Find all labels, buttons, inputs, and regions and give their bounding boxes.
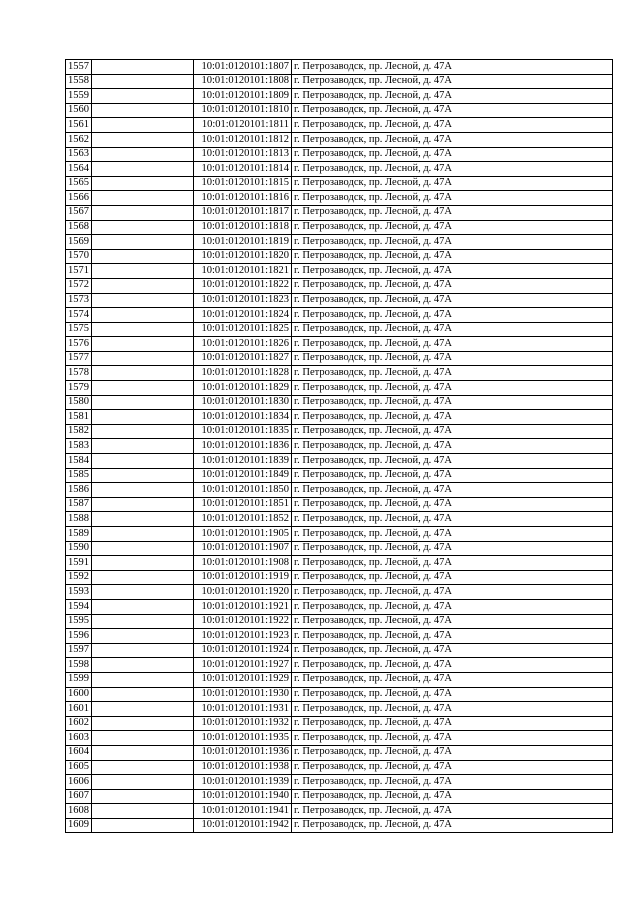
cadastral-number-cell: 10:01:0120101:1821 xyxy=(194,264,292,279)
table-row xyxy=(66,264,613,279)
address-cell: г. Петрозаводск, пр. Лесной, д. 47А xyxy=(292,556,613,571)
address-cell: г. Петрозаводск, пр. Лесной, д. 47А xyxy=(292,424,613,439)
cadastral-number-cell: 10:01:0120101:1836 xyxy=(194,439,292,454)
cadastral-number-cell: 10:01:0120101:1936 xyxy=(194,745,292,760)
table-row xyxy=(66,629,613,644)
cadastral-number-cell: 10:01:0120101:1819 xyxy=(194,235,292,250)
empty-cell xyxy=(92,789,194,804)
table-row xyxy=(66,132,613,147)
row-number-cell: 1580 xyxy=(66,395,92,410)
row-number-cell: 1590 xyxy=(66,541,92,556)
empty-cell xyxy=(92,731,194,746)
table-row xyxy=(66,818,613,833)
row-number-cell: 1564 xyxy=(66,162,92,177)
empty-cell xyxy=(92,191,194,206)
table-row xyxy=(66,527,613,542)
row-number-cell: 1589 xyxy=(66,527,92,542)
cadastral-number-cell: 10:01:0120101:1907 xyxy=(194,541,292,556)
table-row xyxy=(66,760,613,775)
property-registry-table xyxy=(65,59,613,833)
table-row xyxy=(66,322,613,337)
cadastral-number-cell: 10:01:0120101:1930 xyxy=(194,687,292,702)
empty-cell xyxy=(92,74,194,89)
row-number-cell: 1562 xyxy=(66,132,92,147)
table-row xyxy=(66,454,613,469)
table-row xyxy=(66,804,613,819)
address-cell: г. Петрозаводск, пр. Лесной, д. 47А xyxy=(292,614,613,629)
address-cell: г. Петрозаводск, пр. Лесной, д. 47А xyxy=(292,483,613,498)
table-row xyxy=(66,512,613,527)
cadastral-number-cell: 10:01:0120101:1816 xyxy=(194,191,292,206)
table-row xyxy=(66,395,613,410)
cadastral-number-cell: 10:01:0120101:1814 xyxy=(194,162,292,177)
empty-cell xyxy=(92,745,194,760)
address-cell: г. Петрозаводск, пр. Лесной, д. 47А xyxy=(292,789,613,804)
address-cell: г. Петрозаводск, пр. Лесной, д. 47А xyxy=(292,118,613,133)
empty-cell xyxy=(92,103,194,118)
address-cell: г. Петрозаводск, пр. Лесной, д. 47А xyxy=(292,220,613,235)
empty-cell xyxy=(92,351,194,366)
row-number-cell: 1597 xyxy=(66,643,92,658)
address-cell: г. Петрозаводск, пр. Лесной, д. 47А xyxy=(292,702,613,717)
cadastral-number-cell: 10:01:0120101:1938 xyxy=(194,760,292,775)
empty-cell xyxy=(92,483,194,498)
row-number-cell: 1605 xyxy=(66,760,92,775)
empty-cell xyxy=(92,702,194,717)
table-row xyxy=(66,775,613,790)
address-cell: г. Петрозаводск, пр. Лесной, д. 47А xyxy=(292,249,613,264)
table-row xyxy=(66,60,613,75)
address-cell: г. Петрозаводск, пр. Лесной, д. 47А xyxy=(292,818,613,833)
empty-cell xyxy=(92,775,194,790)
empty-cell xyxy=(92,118,194,133)
address-cell: г. Петрозаводск, пр. Лесной, д. 47А xyxy=(292,103,613,118)
row-number-cell: 1596 xyxy=(66,629,92,644)
address-cell: г. Петрозаводск, пр. Лесной, д. 47А xyxy=(292,643,613,658)
cadastral-number-cell: 10:01:0120101:1919 xyxy=(194,570,292,585)
cadastral-number-cell: 10:01:0120101:1927 xyxy=(194,658,292,673)
empty-cell xyxy=(92,322,194,337)
address-cell: г. Петрозаводск, пр. Лесной, д. 47А xyxy=(292,410,613,425)
empty-cell xyxy=(92,278,194,293)
cadastral-number-cell: 10:01:0120101:1908 xyxy=(194,556,292,571)
empty-cell xyxy=(92,454,194,469)
table-row xyxy=(66,191,613,206)
row-number-cell: 1579 xyxy=(66,381,92,396)
cadastral-number-cell: 10:01:0120101:1810 xyxy=(194,103,292,118)
cadastral-number-cell: 10:01:0120101:1822 xyxy=(194,278,292,293)
table-row xyxy=(66,599,613,614)
empty-cell xyxy=(92,205,194,220)
row-number-cell: 1571 xyxy=(66,264,92,279)
cadastral-number-cell: 10:01:0120101:1839 xyxy=(194,454,292,469)
table-row xyxy=(66,176,613,191)
empty-cell xyxy=(92,220,194,235)
empty-cell xyxy=(92,337,194,352)
empty-cell xyxy=(92,658,194,673)
cadastral-number-cell: 10:01:0120101:1941 xyxy=(194,804,292,819)
empty-cell xyxy=(92,556,194,571)
address-cell: г. Петрозаводск, пр. Лесной, д. 47А xyxy=(292,132,613,147)
row-number-cell: 1591 xyxy=(66,556,92,571)
table-row xyxy=(66,381,613,396)
cadastral-number-cell: 10:01:0120101:1830 xyxy=(194,395,292,410)
row-number-cell: 1558 xyxy=(66,74,92,89)
table-row xyxy=(66,468,613,483)
address-cell: г. Петрозаводск, пр. Лесной, д. 47А xyxy=(292,731,613,746)
address-cell: г. Петрозаводск, пр. Лесной, д. 47А xyxy=(292,527,613,542)
cadastral-number-cell: 10:01:0120101:1931 xyxy=(194,702,292,717)
row-number-cell: 1572 xyxy=(66,278,92,293)
empty-cell xyxy=(92,804,194,819)
cadastral-number-cell: 10:01:0120101:1823 xyxy=(194,293,292,308)
empty-cell xyxy=(92,672,194,687)
empty-cell xyxy=(92,132,194,147)
cadastral-number-cell: 10:01:0120101:1812 xyxy=(194,132,292,147)
address-cell: г. Петрозаводск, пр. Лесной, д. 47А xyxy=(292,512,613,527)
table-row xyxy=(66,308,613,323)
address-cell: г. Петрозаводск, пр. Лесной, д. 47А xyxy=(292,264,613,279)
table-row xyxy=(66,672,613,687)
table-row xyxy=(66,366,613,381)
row-number-cell: 1565 xyxy=(66,176,92,191)
empty-cell xyxy=(92,818,194,833)
empty-cell xyxy=(92,235,194,250)
cadastral-number-cell: 10:01:0120101:1932 xyxy=(194,716,292,731)
cadastral-number-cell: 10:01:0120101:1825 xyxy=(194,322,292,337)
table-row xyxy=(66,278,613,293)
table-row xyxy=(66,235,613,250)
address-cell: г. Петрозаводск, пр. Лесной, д. 47А xyxy=(292,760,613,775)
row-number-cell: 1602 xyxy=(66,716,92,731)
cadastral-number-cell: 10:01:0120101:1808 xyxy=(194,74,292,89)
table-row xyxy=(66,585,613,600)
cadastral-number-cell: 10:01:0120101:1829 xyxy=(194,381,292,396)
row-number-cell: 1593 xyxy=(66,585,92,600)
row-number-cell: 1575 xyxy=(66,322,92,337)
table-row xyxy=(66,731,613,746)
empty-cell xyxy=(92,527,194,542)
table-row xyxy=(66,745,613,760)
row-number-cell: 1586 xyxy=(66,483,92,498)
table-row xyxy=(66,249,613,264)
address-cell: г. Петрозаводск, пр. Лесной, д. 47А xyxy=(292,191,613,206)
table-row xyxy=(66,351,613,366)
address-cell: г. Петрозаводск, пр. Лесной, д. 47А xyxy=(292,658,613,673)
empty-cell xyxy=(92,293,194,308)
table-row xyxy=(66,205,613,220)
empty-cell xyxy=(92,541,194,556)
empty-cell xyxy=(92,162,194,177)
empty-cell xyxy=(92,424,194,439)
empty-cell xyxy=(92,439,194,454)
cadastral-number-cell: 10:01:0120101:1920 xyxy=(194,585,292,600)
row-number-cell: 1570 xyxy=(66,249,92,264)
table-row xyxy=(66,643,613,658)
row-number-cell: 1559 xyxy=(66,89,92,104)
row-number-cell: 1584 xyxy=(66,454,92,469)
registry-table-body xyxy=(66,60,613,833)
table-row xyxy=(66,410,613,425)
address-cell: г. Петрозаводск, пр. Лесной, д. 47А xyxy=(292,541,613,556)
row-number-cell: 1577 xyxy=(66,351,92,366)
empty-cell xyxy=(92,395,194,410)
table-row xyxy=(66,541,613,556)
empty-cell xyxy=(92,629,194,644)
cadastral-number-cell: 10:01:0120101:1939 xyxy=(194,775,292,790)
empty-cell xyxy=(92,687,194,702)
cadastral-number-cell: 10:01:0120101:1852 xyxy=(194,512,292,527)
cadastral-number-cell: 10:01:0120101:1935 xyxy=(194,731,292,746)
row-number-cell: 1588 xyxy=(66,512,92,527)
cadastral-number-cell: 10:01:0120101:1905 xyxy=(194,527,292,542)
row-number-cell: 1557 xyxy=(66,60,92,75)
row-number-cell: 1568 xyxy=(66,220,92,235)
empty-cell xyxy=(92,381,194,396)
row-number-cell: 1585 xyxy=(66,468,92,483)
cadastral-number-cell: 10:01:0120101:1807 xyxy=(194,60,292,75)
row-number-cell: 1587 xyxy=(66,497,92,512)
cadastral-number-cell: 10:01:0120101:1921 xyxy=(194,599,292,614)
row-number-cell: 1578 xyxy=(66,366,92,381)
empty-cell xyxy=(92,643,194,658)
empty-cell xyxy=(92,570,194,585)
cadastral-number-cell: 10:01:0120101:1826 xyxy=(194,337,292,352)
cadastral-number-cell: 10:01:0120101:1818 xyxy=(194,220,292,235)
empty-cell xyxy=(92,147,194,162)
address-cell: г. Петрозаводск, пр. Лесной, д. 47А xyxy=(292,497,613,512)
row-number-cell: 1599 xyxy=(66,672,92,687)
table-row xyxy=(66,658,613,673)
empty-cell xyxy=(92,264,194,279)
cadastral-number-cell: 10:01:0120101:1922 xyxy=(194,614,292,629)
address-cell: г. Петрозаводск, пр. Лесной, д. 47А xyxy=(292,439,613,454)
address-cell: г. Петрозаводск, пр. Лесной, д. 47А xyxy=(292,337,613,352)
address-cell: г. Петрозаводск, пр. Лесной, д. 47А xyxy=(292,366,613,381)
address-cell: г. Петрозаводск, пр. Лесной, д. 47А xyxy=(292,147,613,162)
row-number-cell: 1582 xyxy=(66,424,92,439)
empty-cell xyxy=(92,89,194,104)
row-number-cell: 1583 xyxy=(66,439,92,454)
cadastral-number-cell: 10:01:0120101:1817 xyxy=(194,205,292,220)
row-number-cell: 1566 xyxy=(66,191,92,206)
table-row xyxy=(66,716,613,731)
empty-cell xyxy=(92,497,194,512)
cadastral-number-cell: 10:01:0120101:1929 xyxy=(194,672,292,687)
address-cell: г. Петрозаводск, пр. Лесной, д. 47А xyxy=(292,74,613,89)
address-cell: г. Петрозаводск, пр. Лесной, д. 47А xyxy=(292,322,613,337)
address-cell: г. Петрозаводск, пр. Лесной, д. 47А xyxy=(292,687,613,702)
row-number-cell: 1581 xyxy=(66,410,92,425)
address-cell: г. Петрозаводск, пр. Лесной, д. 47А xyxy=(292,278,613,293)
table-row xyxy=(66,483,613,498)
table-row xyxy=(66,74,613,89)
cadastral-number-cell: 10:01:0120101:1809 xyxy=(194,89,292,104)
empty-cell xyxy=(92,760,194,775)
row-number-cell: 1606 xyxy=(66,775,92,790)
cadastral-number-cell: 10:01:0120101:1813 xyxy=(194,147,292,162)
cadastral-number-cell: 10:01:0120101:1824 xyxy=(194,308,292,323)
row-number-cell: 1592 xyxy=(66,570,92,585)
address-cell: г. Петрозаводск, пр. Лесной, д. 47А xyxy=(292,672,613,687)
cadastral-number-cell: 10:01:0120101:1942 xyxy=(194,818,292,833)
row-number-cell: 1609 xyxy=(66,818,92,833)
table-row xyxy=(66,556,613,571)
row-number-cell: 1607 xyxy=(66,789,92,804)
row-number-cell: 1573 xyxy=(66,293,92,308)
address-cell: г. Петрозаводск, пр. Лесной, д. 47А xyxy=(292,176,613,191)
row-number-cell: 1561 xyxy=(66,118,92,133)
table-row xyxy=(66,687,613,702)
table-row xyxy=(66,147,613,162)
address-cell: г. Петрозаводск, пр. Лесной, д. 47А xyxy=(292,381,613,396)
row-number-cell: 1576 xyxy=(66,337,92,352)
cadastral-number-cell: 10:01:0120101:1815 xyxy=(194,176,292,191)
empty-cell xyxy=(92,585,194,600)
cadastral-number-cell: 10:01:0120101:1834 xyxy=(194,410,292,425)
empty-cell xyxy=(92,308,194,323)
row-number-cell: 1594 xyxy=(66,599,92,614)
address-cell: г. Петрозаводск, пр. Лесной, д. 47А xyxy=(292,599,613,614)
address-cell: г. Петрозаводск, пр. Лесной, д. 47А xyxy=(292,205,613,220)
cadastral-number-cell: 10:01:0120101:1850 xyxy=(194,483,292,498)
address-cell: г. Петрозаводск, пр. Лесной, д. 47А xyxy=(292,585,613,600)
table-row xyxy=(66,497,613,512)
row-number-cell: 1601 xyxy=(66,702,92,717)
address-cell: г. Петрозаводск, пр. Лесной, д. 47А xyxy=(292,351,613,366)
row-number-cell: 1560 xyxy=(66,103,92,118)
cadastral-number-cell: 10:01:0120101:1827 xyxy=(194,351,292,366)
cadastral-number-cell: 10:01:0120101:1924 xyxy=(194,643,292,658)
empty-cell xyxy=(92,410,194,425)
empty-cell xyxy=(92,60,194,75)
empty-cell xyxy=(92,614,194,629)
address-cell: г. Петрозаводск, пр. Лесной, д. 47А xyxy=(292,235,613,250)
row-number-cell: 1563 xyxy=(66,147,92,162)
cadastral-number-cell: 10:01:0120101:1811 xyxy=(194,118,292,133)
address-cell: г. Петрозаводск, пр. Лесной, д. 47А xyxy=(292,293,613,308)
row-number-cell: 1603 xyxy=(66,731,92,746)
row-number-cell: 1608 xyxy=(66,804,92,819)
address-cell: г. Петрозаводск, пр. Лесной, д. 47А xyxy=(292,570,613,585)
address-cell: г. Петрозаводск, пр. Лесной, д. 47А xyxy=(292,308,613,323)
address-cell: г. Петрозаводск, пр. Лесной, д. 47А xyxy=(292,60,613,75)
empty-cell xyxy=(92,249,194,264)
empty-cell xyxy=(92,716,194,731)
cadastral-number-cell: 10:01:0120101:1820 xyxy=(194,249,292,264)
address-cell: г. Петрозаводск, пр. Лесной, д. 47А xyxy=(292,468,613,483)
address-cell: г. Петрозаводск, пр. Лесной, д. 47А xyxy=(292,775,613,790)
cadastral-number-cell: 10:01:0120101:1940 xyxy=(194,789,292,804)
cadastral-number-cell: 10:01:0120101:1849 xyxy=(194,468,292,483)
empty-cell xyxy=(92,599,194,614)
table-row xyxy=(66,118,613,133)
cadastral-number-cell: 10:01:0120101:1851 xyxy=(194,497,292,512)
table-row xyxy=(66,439,613,454)
address-cell: г. Петрозаводск, пр. Лесной, д. 47А xyxy=(292,89,613,104)
address-cell: г. Петрозаводск, пр. Лесной, д. 47А xyxy=(292,629,613,644)
row-number-cell: 1569 xyxy=(66,235,92,250)
empty-cell xyxy=(92,366,194,381)
table-row xyxy=(66,337,613,352)
table-row xyxy=(66,789,613,804)
table-row xyxy=(66,89,613,104)
address-cell: г. Петрозаводск, пр. Лесной, д. 47А xyxy=(292,745,613,760)
address-cell: г. Петрозаводск, пр. Лесной, д. 47А xyxy=(292,804,613,819)
address-cell: г. Петрозаводск, пр. Лесной, д. 47А xyxy=(292,395,613,410)
table-row xyxy=(66,424,613,439)
cadastral-number-cell: 10:01:0120101:1923 xyxy=(194,629,292,644)
table-row xyxy=(66,103,613,118)
table-row xyxy=(66,614,613,629)
cadastral-number-cell: 10:01:0120101:1828 xyxy=(194,366,292,381)
row-number-cell: 1604 xyxy=(66,745,92,760)
table-row xyxy=(66,570,613,585)
address-cell: г. Петрозаводск, пр. Лесной, д. 47А xyxy=(292,162,613,177)
empty-cell xyxy=(92,512,194,527)
cadastral-number-cell: 10:01:0120101:1835 xyxy=(194,424,292,439)
address-cell: г. Петрозаводск, пр. Лесной, д. 47А xyxy=(292,716,613,731)
row-number-cell: 1600 xyxy=(66,687,92,702)
table-row xyxy=(66,220,613,235)
row-number-cell: 1595 xyxy=(66,614,92,629)
row-number-cell: 1567 xyxy=(66,205,92,220)
table-row xyxy=(66,702,613,717)
empty-cell xyxy=(92,468,194,483)
address-cell: г. Петрозаводск, пр. Лесной, д. 47А xyxy=(292,454,613,469)
row-number-cell: 1574 xyxy=(66,308,92,323)
row-number-cell: 1598 xyxy=(66,658,92,673)
table-row xyxy=(66,162,613,177)
table-row xyxy=(66,293,613,308)
empty-cell xyxy=(92,176,194,191)
